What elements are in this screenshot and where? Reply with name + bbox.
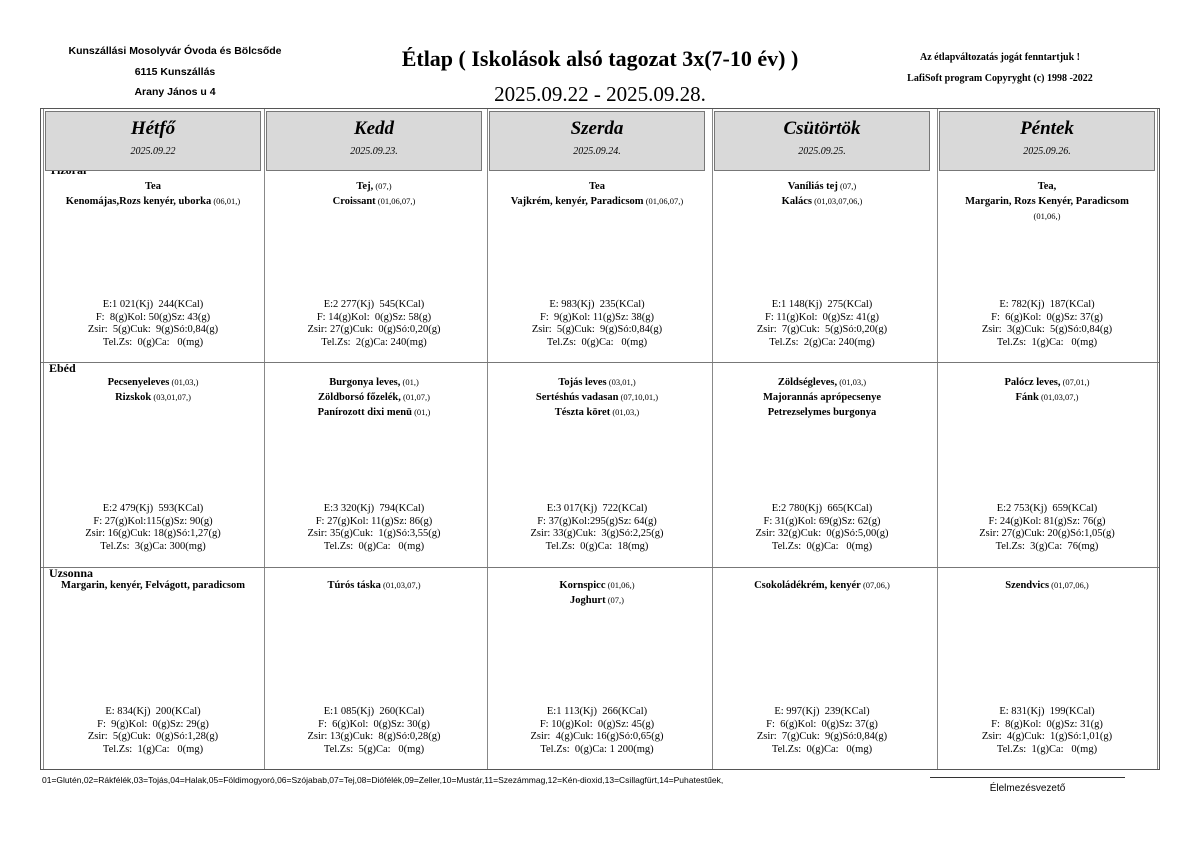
- meal-line: [939, 578, 1155, 593]
- allergen-codes: (01,07,): [400, 392, 430, 402]
- meal-name: Pecsenyeleves: [107, 377, 170, 388]
- allergen-codes: (01,06,): [605, 580, 635, 590]
- nutrition-info: E: 834(Kj) 200(KCal) F: 9(g)Kol: 0(g)Sz: 29(g) Zsir: 5(g)Cuk: 0(g)Só:1,28(g) Tel.Zs: 1(g)Ca: 0(mg): [87, 706, 219, 755]
- meal-line: [939, 179, 1155, 194]
- day-name: Csütörtök: [783, 118, 861, 139]
- day-header: [489, 111, 705, 171]
- day-date: 2025.09.22: [130, 146, 176, 157]
- meal-name: Túrós táska: [327, 580, 381, 591]
- meal-name: Vajkrém, kenyér, Paradicsom: [510, 196, 644, 207]
- section-divider: [41, 567, 1159, 568]
- nutrition-info: E: 831(Kj) 199(KCal) F: 8(g)Kol: 0(g)Sz: 31(g) Zsir: 4(g)Cuk: 1(g)Só:1,01(g) Tel.Zs: 1(g)Ca: 0(mg): [981, 706, 1113, 755]
- meal-line: [489, 593, 705, 608]
- column-divider: [712, 109, 713, 769]
- meal-name: Tej,: [356, 181, 374, 192]
- allergen-codes: (03,01,07,): [151, 392, 191, 402]
- meal-items: [266, 179, 482, 209]
- allergen-codes: (01,03,): [610, 407, 640, 417]
- allergen-codes: (01,06,): [1033, 211, 1061, 221]
- meal-name: Kornspicc: [559, 580, 606, 591]
- meal-line: [45, 390, 261, 405]
- column-divider: [1157, 109, 1158, 769]
- day-header: [714, 111, 930, 171]
- meal-line: [266, 179, 482, 194]
- allergen-codes: (01,06,07,): [375, 196, 416, 206]
- org-address: Arany János u 4: [134, 86, 216, 98]
- day-date: 2025.09.24.: [573, 146, 621, 157]
- column-divider: [264, 109, 265, 769]
- column-divider: [487, 109, 488, 769]
- meal-line: [266, 405, 482, 420]
- meal-name: Tojás leves: [558, 377, 607, 388]
- meal-items: [714, 179, 930, 209]
- meal-line: [489, 194, 705, 209]
- meal-name: Fánk: [1015, 392, 1039, 403]
- meal-name: Palócz leves,: [1004, 377, 1061, 388]
- meal-name: Joghurt: [569, 595, 606, 606]
- nutrition-info: E:3 017(Kj) 722(KCal) F: 37(g)Kol:295(g)Sz: 64(g) Zsir: 33(g)Cuk: 3(g)Só:2,25(g) Tel.Zs: 0(g)Ca: 18(mg): [530, 503, 664, 552]
- meal-line: [489, 390, 705, 405]
- meal-line: [45, 375, 261, 390]
- meal-items: [45, 375, 261, 405]
- meal-line: [714, 375, 930, 390]
- meal-name: Majorannás aprópecsenye: [762, 392, 882, 403]
- day-date: 2025.09.23.: [350, 146, 398, 157]
- meal-line: [714, 179, 930, 194]
- meal-name: Tészta köret: [554, 407, 611, 418]
- nutrition-info: E:2 277(Kj) 545(KCal) F: 14(g)Kol: 0(g)Sz: 58(g) Zsir: 27(g)Cuk: 0(g)Só:0,20(g) Tel.Zs: 2(g)Ca: 240(mg): [307, 299, 441, 348]
- section-label-s2: Uzsonna: [49, 566, 94, 580]
- page-title: Étlap ( Iskolások alsó tagozat 3x(7-10 év) ): [401, 46, 799, 71]
- allergen-codes: (01,): [400, 377, 419, 387]
- nutrition-info: E:1 148(Kj) 275(KCal) F: 11(g)Kol: 0(g)Sz: 41(g) Zsir: 7(g)Cuk: 5(g)Só:0,20(g) Tel.Zs: 2(g)Ca: 240(mg): [756, 299, 888, 348]
- meal-name: Tea,: [1037, 181, 1057, 192]
- meal-line: [45, 179, 261, 194]
- day-name: Péntek: [1020, 118, 1074, 139]
- nutrition-info: E:1 085(Kj) 260(KCal) F: 6(g)Kol: 0(g)Sz: 30(g) Zsir: 13(g)Cuk: 8(g)Só:0,28(g) Tel.Zs: 5(g)Ca: 0(mg): [307, 706, 441, 755]
- meal-name: Sertéshús vadasan: [535, 392, 619, 403]
- allergen-codes: (01,03,07,): [1038, 392, 1079, 402]
- allergen-codes: (01,03,): [169, 377, 199, 387]
- meal-line: [939, 390, 1155, 405]
- allergen-codes: (07,): [837, 181, 857, 191]
- allergen-codes: (01,03,07,06,): [812, 196, 863, 206]
- meal-name: Kenomájas,Rozs kenyér, uborka: [65, 196, 212, 207]
- meal-line: [489, 578, 705, 593]
- allergen-codes: (03,01,): [606, 377, 636, 387]
- allergen-codes: (07,): [605, 595, 624, 605]
- org-name: Kunszállási Mosolyvár Óvoda és Bölcsőde: [68, 45, 282, 57]
- meal-items: [45, 179, 261, 209]
- nutrition-info: E: 997(Kj) 239(KCal) F: 6(g)Kol: 0(g)Sz: 37(g) Zsir: 7(g)Cuk: 9(g)Só:0,84(g) Tel.Zs: 0(g)Ca: 0(mg): [756, 706, 888, 755]
- nutrition-info: E:3 320(Kj) 794(KCal) F: 27(g)Kol: 11(g)Sz: 86(g) Zsir: 35(g)Cuk: 1(g)Só:3,55(g) Tel.Zs: 0(g)Ca: 0(mg): [307, 503, 441, 552]
- meal-items: [714, 578, 930, 593]
- signature-line: [930, 777, 1125, 778]
- meal-line: [45, 578, 261, 593]
- change-notice: Az étlapváltozatás jogát fenntartjuk !: [920, 52, 1080, 63]
- day-name: Hétfő: [130, 118, 176, 139]
- meal-items: [266, 375, 482, 420]
- meal-name: Croissant: [332, 196, 376, 207]
- meal-line: [939, 375, 1155, 390]
- menu-grid: [40, 108, 1160, 770]
- meal-items: [939, 179, 1155, 224]
- meal-line: [45, 194, 261, 209]
- meal-name: Margarin, Rozs Kenyér, Paradicsom: [965, 196, 1129, 207]
- nutrition-info: E:2 753(Kj) 659(KCal) F: 24(g)Kol: 81(g)Sz: 76(g) Zsir: 27(g)Cuk: 20(g)Só:1,05(g) Tel.Zs: 3(g)Ca: 76(mg): [979, 503, 1115, 552]
- meal-name: Szendvics: [1005, 580, 1050, 591]
- allergen-codes: (01,): [411, 407, 431, 417]
- nutrition-info: E: 983(Kj) 235(KCal) F: 9(g)Kol: 11(g)Sz: 38(g) Zsir: 5(g)Cuk: 9(g)Só:0,84(g) Tel.Zs: 0(g)Ca: 0(mg): [531, 299, 663, 348]
- org-city: 6115 Kunszállás: [134, 66, 216, 78]
- meal-line: [489, 375, 705, 390]
- section-label-s1: Ebéd: [49, 361, 76, 375]
- signature-label: Élelmezésvezető: [989, 783, 1066, 794]
- column-divider: [43, 109, 44, 769]
- meal-items: [489, 375, 705, 420]
- meal-name: Zöldségleves,: [777, 377, 838, 388]
- meal-name: Csokoládékrém, kenyér: [754, 580, 861, 591]
- meal-line: [714, 194, 930, 209]
- meal-line: [939, 194, 1155, 209]
- day-header: [45, 111, 261, 171]
- meal-items: [489, 578, 705, 608]
- allergen-legend: 01=Glutén,02=Rákfélék,03=Tojás,04=Halak,05=Földimogyoró,06=Szójabab,07=Tej,08=Diófélék,09=Zeller,10=Mustár,11=Szezámmag,12=Kén-dioxid,13=Csillagfürt,14=Puhatestűek,: [42, 775, 724, 785]
- meal-line: [266, 390, 482, 405]
- allergen-codes: (07,10,01,): [618, 392, 659, 402]
- meal-name: Tea: [589, 181, 605, 192]
- date-range: 2025.09.22 - 2025.09.28.: [494, 82, 706, 106]
- nutrition-info: E:1 113(Kj) 266(KCal) F: 10(g)Kol: 0(g)Sz: 45(g) Zsir: 4(g)Cuk: 16(g)Só:0,65(g) Tel.Zs: 0(g)Ca: 1 200(mg): [530, 706, 664, 755]
- nutrition-info: E: 782(Kj) 187(KCal) F: 6(g)Kol: 0(g)Sz: 37(g) Zsir: 3(g)Cuk: 5(g)Só:0,84(g) Tel.Zs: 1(g)Ca: 0(mg): [981, 299, 1113, 348]
- allergen-codes: (07,): [373, 181, 392, 191]
- meal-line: [266, 578, 482, 593]
- meal-name: Petrezselymes burgonya: [767, 407, 877, 418]
- day-date: 2025.09.25.: [798, 146, 846, 157]
- allergen-codes: (01,03,07,): [380, 580, 421, 590]
- allergen-codes: (01,07,06,): [1049, 580, 1089, 590]
- nutrition-info: E:2 479(Kj) 593(KCal) F: 27(g)Kol:115(g)Sz: 90(g) Zsir: 16(g)Cuk: 18(g)Só:1,27(g) Tel.Zs: 3(g)Ca: 300(mg): [85, 503, 221, 552]
- day-name: Kedd: [353, 118, 395, 139]
- meal-name: Tea: [145, 181, 161, 192]
- meal-items: [714, 375, 930, 420]
- meal-line: [266, 375, 482, 390]
- meal-line: [489, 179, 705, 194]
- meal-line: [489, 405, 705, 420]
- meal-items: [266, 578, 482, 593]
- meal-name: Vaníliás tej: [787, 181, 838, 192]
- day-header: [266, 111, 482, 171]
- meal-line: [939, 209, 1155, 224]
- allergen-codes: (01,06,07,): [643, 196, 684, 206]
- nutrition-info: E:2 780(Kj) 665(KCal) F: 31(g)Kol: 69(g)Sz: 62(g) Zsir: 32(g)Cuk: 0(g)Só:5,00(g) Tel.Zs: 0(g)Ca: 0(mg): [755, 503, 889, 552]
- meal-line: [714, 405, 930, 420]
- day-name: Szerda: [570, 118, 624, 139]
- nutrition-info: E:1 021(Kj) 244(KCal) F: 8(g)Kol: 50(g)Sz: 43(g) Zsir: 5(g)Cuk: 9(g)Só:0,84(g) Tel.Zs: 0(g)Ca: 0(mg): [87, 299, 219, 348]
- meal-name: Burgonya leves,: [329, 377, 401, 388]
- day-date: 2025.09.26.: [1023, 146, 1071, 157]
- meal-items: [45, 578, 261, 593]
- meal-name: Margarin, kenyér, Felvágott, paradicsom: [61, 580, 245, 591]
- meal-items: [939, 578, 1155, 593]
- meal-name: Rizskok: [115, 392, 152, 403]
- allergen-codes: (06,01,): [211, 196, 241, 206]
- meal-name: Zöldborsó főzelék,: [318, 392, 401, 403]
- day-header: [939, 111, 1155, 171]
- allergen-codes: (01,03,): [837, 377, 867, 387]
- meal-items: [489, 179, 705, 209]
- meal-line: [714, 390, 930, 405]
- allergen-codes: (07,01,): [1060, 377, 1090, 387]
- meal-name: Panírozott dixi menü: [317, 407, 412, 418]
- column-divider: [937, 109, 938, 769]
- meal-items: [939, 375, 1155, 405]
- allergen-codes: (07,06,): [860, 580, 890, 590]
- meal-name: Kalács: [781, 196, 813, 207]
- meal-line: [266, 194, 482, 209]
- meal-line: [714, 578, 930, 593]
- section-divider: [41, 362, 1159, 363]
- copyright-text: LafiSoft program Copyryght (c) 1998 -2022: [907, 73, 1093, 84]
